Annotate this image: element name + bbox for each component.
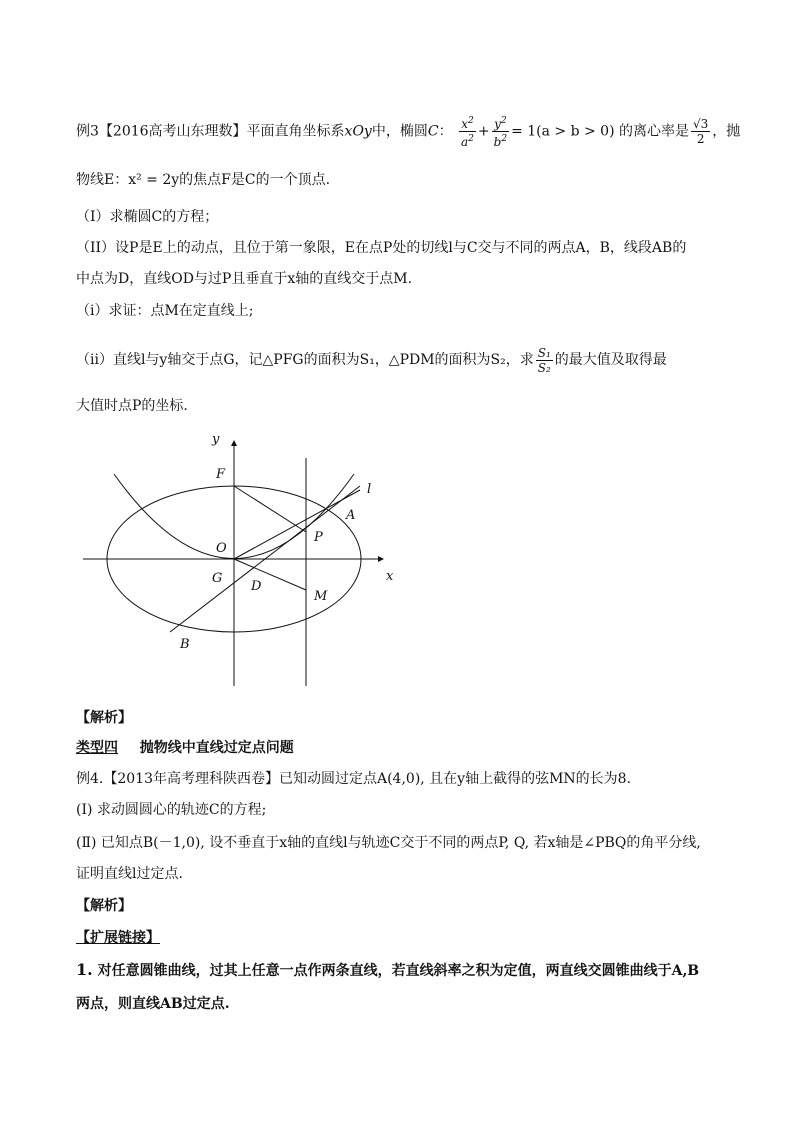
ex3-end: ，抛	[712, 123, 741, 140]
type4-label: 类型四	[76, 740, 118, 756]
ex3-part-i: （i）求证：点M在定直线上;	[76, 303, 254, 319]
part-ii-text-a: （ii）直线l与y轴交于点G，记△PFG的面积为S₁，△PDM的面积为S₂，求	[76, 352, 534, 368]
ex3-colon: ：	[438, 123, 453, 140]
ellipse-eq-tail: = 1(a > b > 0)	[511, 123, 615, 140]
analysis-heading-1: 【解析】	[76, 710, 132, 726]
ext1-num: 1.	[76, 960, 93, 979]
label-y: y	[212, 432, 220, 447]
label-b: B	[180, 637, 190, 652]
label-a: A	[346, 508, 356, 523]
y-axis-arrow	[231, 440, 237, 446]
label-l: l	[367, 482, 372, 497]
ex3-line2: 物线E：x² = 2y的焦点F是C的一个顶点.	[76, 172, 331, 188]
ex3-part-ii-c: 大值时点P的坐标.	[76, 398, 188, 414]
label-p: P	[314, 530, 323, 545]
ellipse-frac-y: $\frac{y^2}{b^2}$	[493, 116, 508, 149]
ex3-part2a: （II）设P是E上的动点，且位于第一象限，E在点P处的切线l与C交与不同的两点A，B，线段AB的	[76, 240, 687, 256]
segment-fp	[234, 486, 306, 532]
ext1-line-a	[76, 960, 699, 981]
ratio-frac: $\frac{\text{S₁}}{\text{S₂}}$	[537, 345, 551, 375]
ex3-part1: （I）求椭圆C的方程；	[76, 209, 219, 225]
ecc-frac: $\frac{√3}{2}$	[693, 117, 709, 146]
ex4-part2a: (Ⅱ) 已知点B(－1,0), 设不垂直于x轴的直线l与轨迹C交于不同的两点P, Q, 若x轴是∠PBQ的角平分线,	[76, 835, 701, 851]
ex3-line1: 例3【2016高考山东理数】平面直角坐标系xOy中，椭圆C： $\frac{x^2}{a^2}$ + $\frac{y^2}{b^2}$ = 1(a > b > 0) 的离心率是 $\frac{√3}{2}$ ，抛	[76, 116, 741, 149]
ex4-part1: (Ⅰ) 求动圆圆心的轨迹C的方程;	[76, 802, 267, 818]
label-x: x	[386, 569, 394, 584]
ex3-xoy: xOy	[344, 123, 372, 140]
label-d: D	[251, 579, 262, 594]
analysis-heading-2: 【解析】	[76, 898, 132, 914]
ex3-part2b: 中点为D，直线OD与过P且垂直于x轴的直线交于点M.	[76, 271, 413, 287]
ext1-line-b: 两点，则直线AB过定点.	[76, 996, 230, 1012]
type4-heading	[76, 738, 294, 758]
ecc-text: 的离心率是	[619, 123, 690, 140]
part-ii-text-b: 的最大值及取得最	[554, 352, 667, 368]
label-f: F	[216, 467, 226, 482]
label-g: G	[212, 571, 223, 586]
label-m: M	[314, 589, 328, 604]
ex3-mid: 中，椭圆	[371, 123, 428, 140]
ellipse-frac-x: $\frac{x^2}{a^2}$	[461, 116, 474, 149]
line-od	[234, 490, 360, 559]
type4-title: 抛物线中直线过定点问题	[139, 740, 294, 756]
ext1-text-a: 对任意圆锥曲线，过其上任意一点作两条直线，若直线斜率之积为定值，两直线交圆锥曲线于A,B	[97, 963, 700, 979]
label-o: O	[216, 541, 227, 556]
x-axis-arrow	[378, 556, 384, 562]
ex3-part-ii	[76, 344, 667, 376]
extension-heading: 【扩展链接】	[76, 930, 160, 946]
ex3-prefix: 例3【2016高考山东理数】平面直角坐标系	[76, 123, 345, 140]
ex4-line1: 例4.【2013年高考理科陕西卷】已知动圆过定点A(4,0), 且在y轴上截得的弦MN的长为8.	[76, 771, 632, 787]
ex3-c: C	[427, 123, 439, 140]
geometry-figure	[78, 428, 408, 690]
ex4-part2b: 证明直线l过定点.	[76, 866, 183, 882]
